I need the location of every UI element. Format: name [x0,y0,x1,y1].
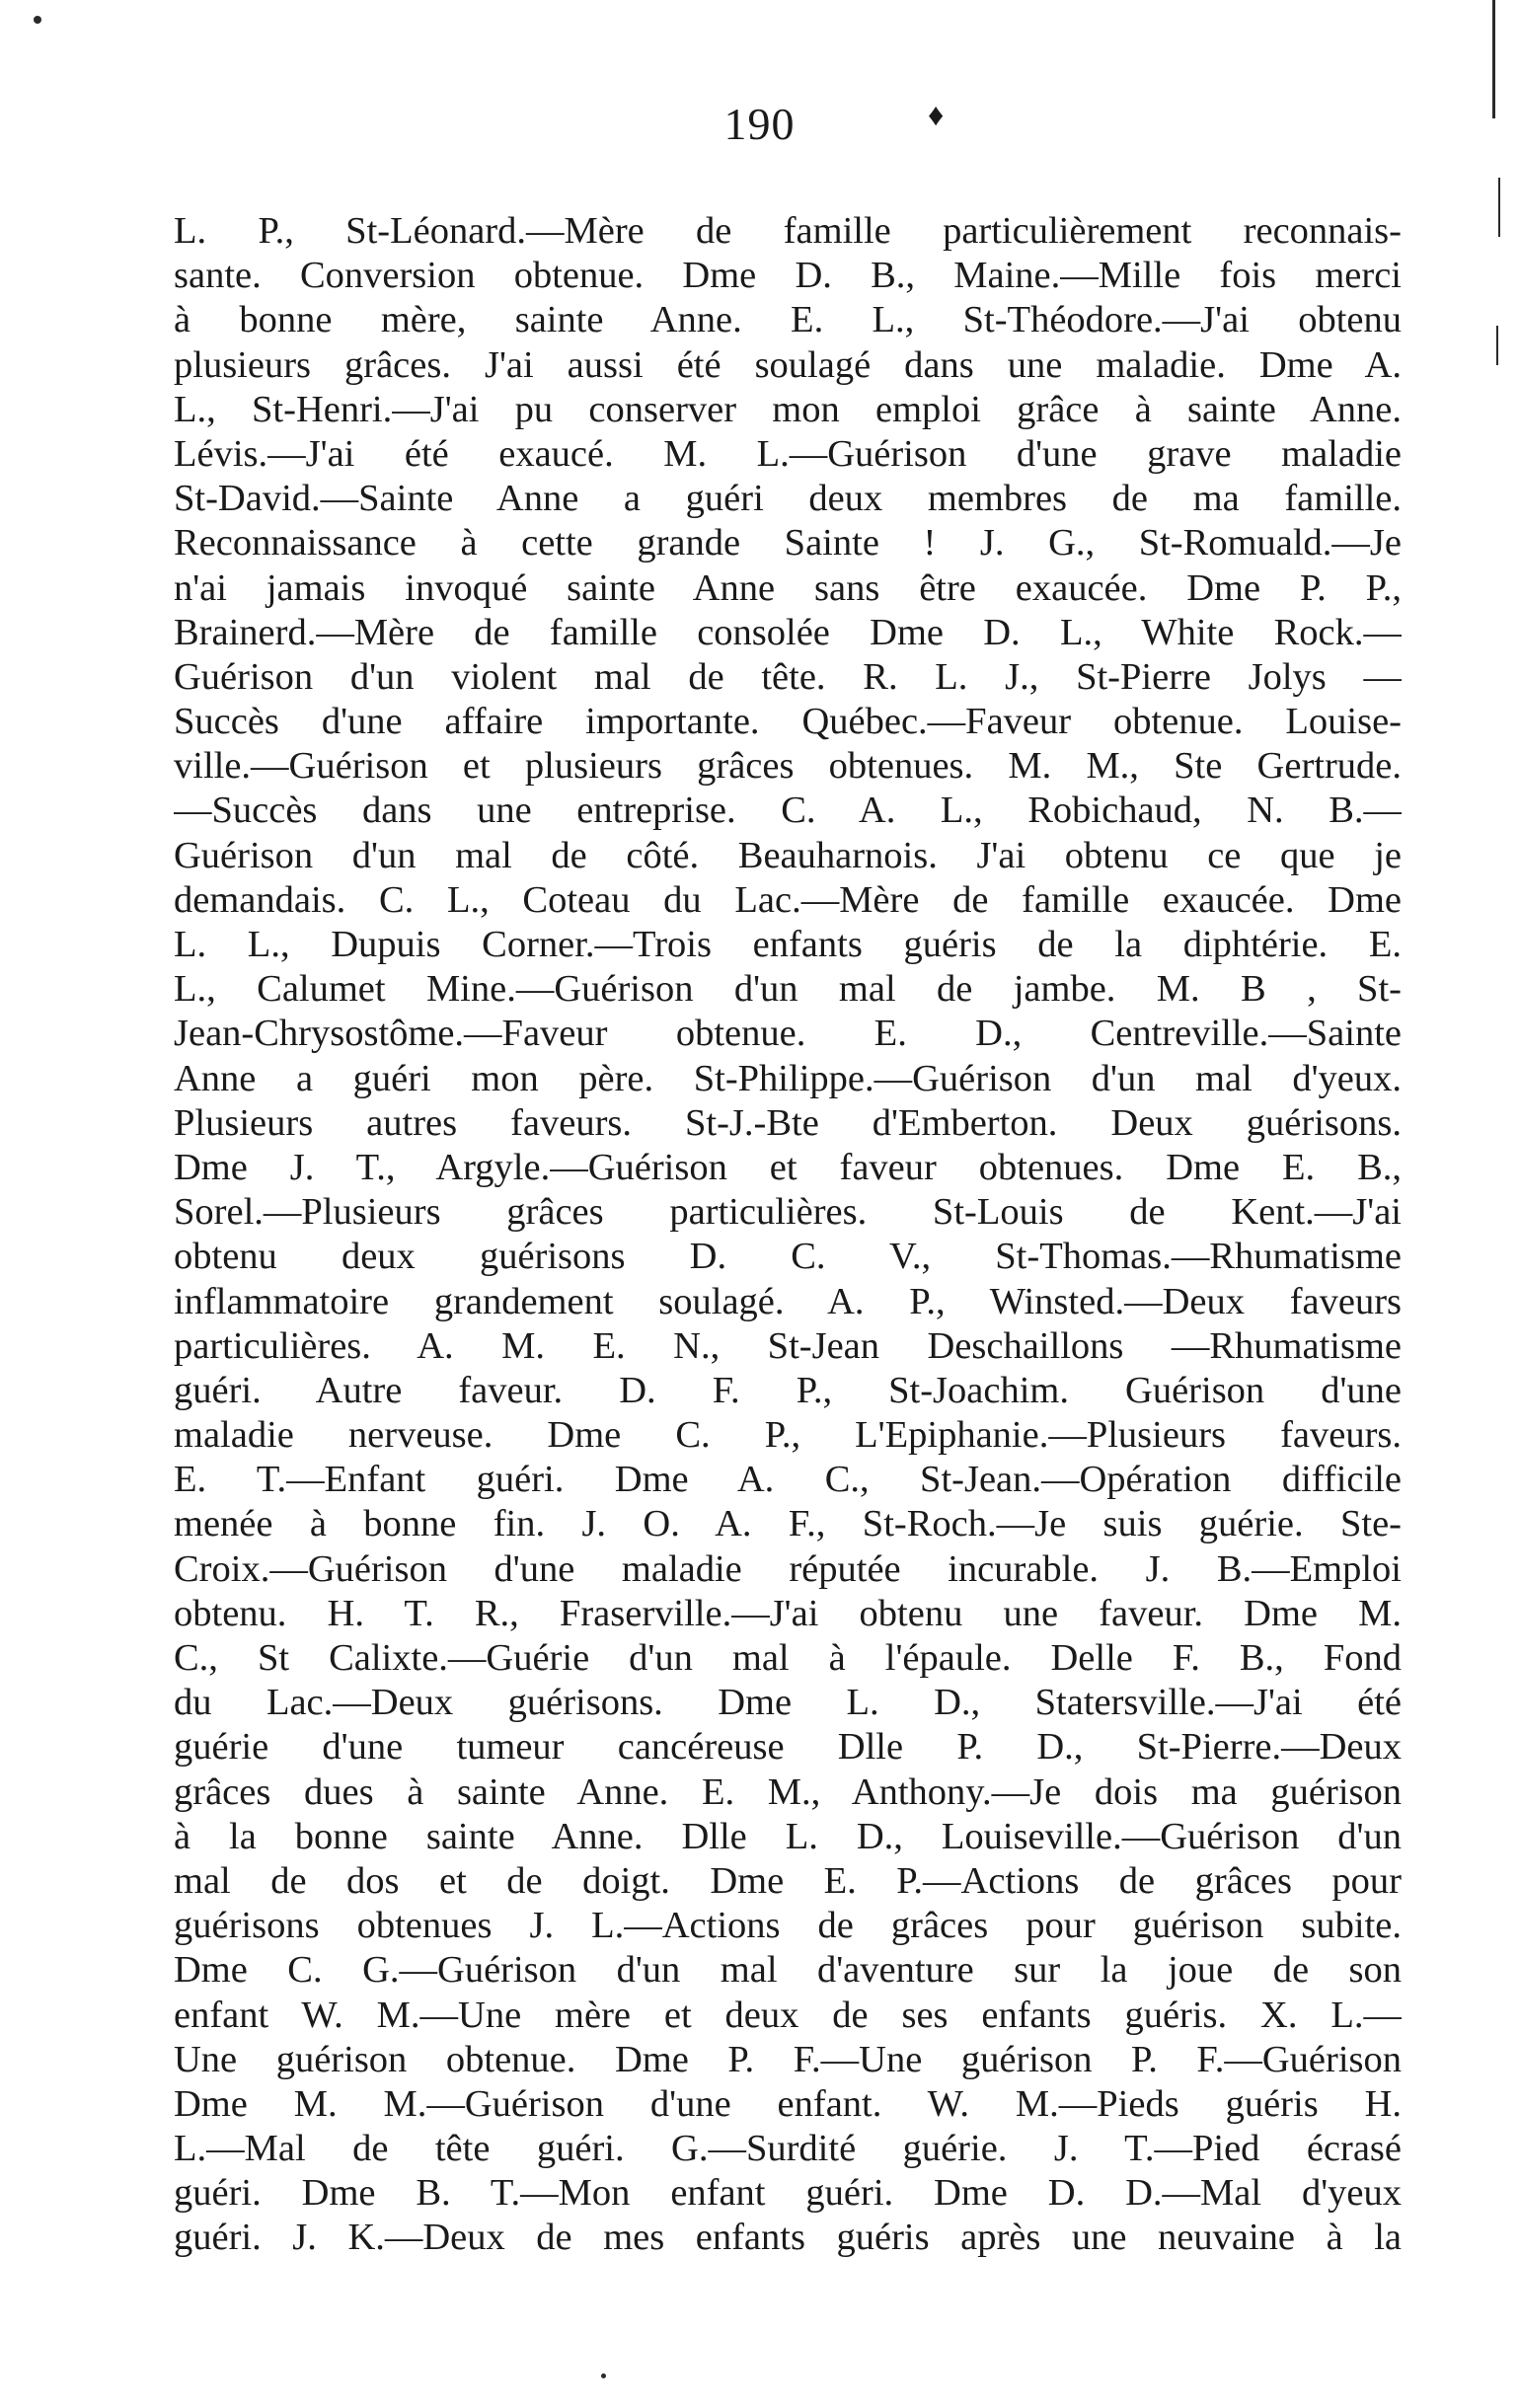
ornament-mark: ♦ [928,97,945,132]
text-line: guéri. Dme B. T.—Mon enfant guéri. Dme D. D.—Mal d'yeux [174,2172,1402,2215]
text-line: enfant W. M.—Une mère et deux de ses enfants guéris. X. L.— [174,1994,1402,2036]
text-line: Anne a guéri mon père. St-Philippe.—Guérison d'un mal d'yeux. [174,1057,1402,1099]
body-text [174,209,1402,2261]
text-line: L. P., St-Léonard.—Mère de famille particulièrement reconnais- [174,210,1402,252]
text-line: ville.—Guérison et plusieurs grâces obtenues. M. M., Ste Gertrude. [174,745,1402,788]
text-line: Plusieurs autres faveurs. St-J.-Bte d'Emberton. Deux guérisons. [174,1101,1402,1144]
speck-mark [601,2373,606,2378]
page-edge-mark [1498,178,1500,237]
page-number: 190 [723,99,796,149]
text-line: guéri. J. K.—Deux de mes enfants guéris après une neuvaine à la [174,2217,1402,2259]
text-line: Dme C. G.—Guérison d'un mal d'aventure sur la joue de son [174,1949,1402,1992]
text-line: guérie d'une tumeur cancéreuse Dlle P. D., St-Pierre.—Deux [174,1726,1402,1768]
text-line: Croix.—Guérison d'une maladie réputée incurable. J. B.—Emploi [174,1547,1402,1590]
text-line: particulières. A. M. E. N., St-Jean Deschaillons —Rhumatisme [174,1324,1402,1367]
text-line: guérisons obtenues J. L.—Actions de grâces pour guérison subite. [174,1905,1402,1947]
page-edge-mark [1496,326,1498,365]
text-line: Brainerd.—Mère de famille consolée Dme D. L., White Rock.— [174,611,1402,653]
text-line: n'ai jamais invoqué sainte Anne sans être exaucée. Dme P. P., [174,566,1402,609]
text-line: du Lac.—Deux guérisons. Dme L. D., Statersville.—J'ai été [174,1682,1402,1724]
page-edge-mark [1492,0,1495,118]
text-line: obtenu. H. T. R., Fraserville.—J'ai obtenu une faveur. Dme M. [174,1592,1402,1634]
text-line: C., St Calixte.—Guérie d'un mal à l'épaule. Delle F. B., Fond [174,1637,1402,1679]
text-line: L., St-Henri.—J'ai pu conserver mon emploi grâce à sainte Anne. [174,388,1402,430]
text-line: E. T.—Enfant guéri. Dme A. C., St-Jean.—Opération difficile [174,1459,1402,1501]
text-line: —Succès dans une entreprise. C. A. L., Robichaud, N. B.— [174,790,1402,832]
text-line: Dme M. M.—Guérison d'une enfant. W. M.—Pieds guéris H. [174,2082,1402,2125]
text-line: plusieurs grâces. J'ai aussi été soulagé dans une maladie. Dme A. [174,343,1402,386]
text-line: Lévis.—J'ai été exaucé. M. L.—Guérison d'une grave maladie [174,432,1402,475]
text-line: mal de dos et de doigt. Dme E. P.—Actions de grâces pour [174,1859,1402,1902]
speck-mark [34,16,41,24]
text-line: obtenu deux guérisons D. C. V., St-Thomas.—Rhumatisme [174,1236,1402,1278]
text-line: demandais. C. L., Coteau du Lac.—Mère de famille exaucée. Dme [174,878,1402,921]
text-line: Sorel.—Plusieurs grâces particulières. St-Louis de Kent.—J'ai [174,1191,1402,1234]
text-line: Guérison d'un violent mal de tête. R. L. J., St-Pierre Jolys — [174,655,1402,698]
text-line: Guérison d'un mal de côté. Beauharnois. J'ai obtenu ce que je [174,834,1402,876]
text-line: L., Calumet Mine.—Guérison d'un mal de jambe. M. B , St- [174,968,1402,1011]
text-line: maladie nerveuse. Dme C. P., L'Epiphanie.—Plusieurs faveurs. [174,1414,1402,1457]
text-line: St-David.—Sainte Anne a guéri deux membres de ma famille. [174,478,1402,520]
text-line: sante. Conversion obtenue. Dme D. B., Maine.—Mille fois merci [174,255,1402,297]
text-line: Dme J. T., Argyle.—Guérison et faveur obtenues. Dme E. B., [174,1146,1402,1188]
text-line: menée à bonne fin. J. O. A. F., St-Roch.—Je suis guérie. Ste- [174,1503,1402,1545]
text-line: L.—Mal de tête guéri. G.—Surdité guérie. J. T.—Pied écrasé [174,2128,1402,2170]
text-line: guéri. Autre faveur. D. F. P., St-Joachim. Guérison d'une [174,1369,1402,1411]
text-line: grâces dues à sainte Anne. E. M., Anthony.—Je dois ma guérison [174,1770,1402,1813]
text-line: Une guérison obtenue. Dme P. F.—Une guérison P. F.—Guérison [174,2038,1402,2080]
text-line: L. L., Dupuis Corner.—Trois enfants guéris de la diphtérie. E. [174,924,1402,965]
text-line: Jean-Chrysostôme.—Faveur obtenue. E. D., Centreville.—Sainte [174,1013,1402,1055]
text-line: Succès d'une affaire importante. Québec.—Faveur obtenue. Louise- [174,701,1402,743]
text-line: Reconnaissance à cette grande Sainte ! J. G., St-Romuald.—Je [174,522,1402,564]
text-line: inflammatoire grandement soulagé. A. P., Winsted.—Deux faveurs [174,1280,1402,1322]
text-line: à bonne mère, sainte Anne. E. L., St-Théodore.—J'ai obtenu [174,299,1402,341]
text-line: à la bonne sainte Anne. Dlle L. D., Louiseville.—Guérison d'un [174,1815,1402,1857]
